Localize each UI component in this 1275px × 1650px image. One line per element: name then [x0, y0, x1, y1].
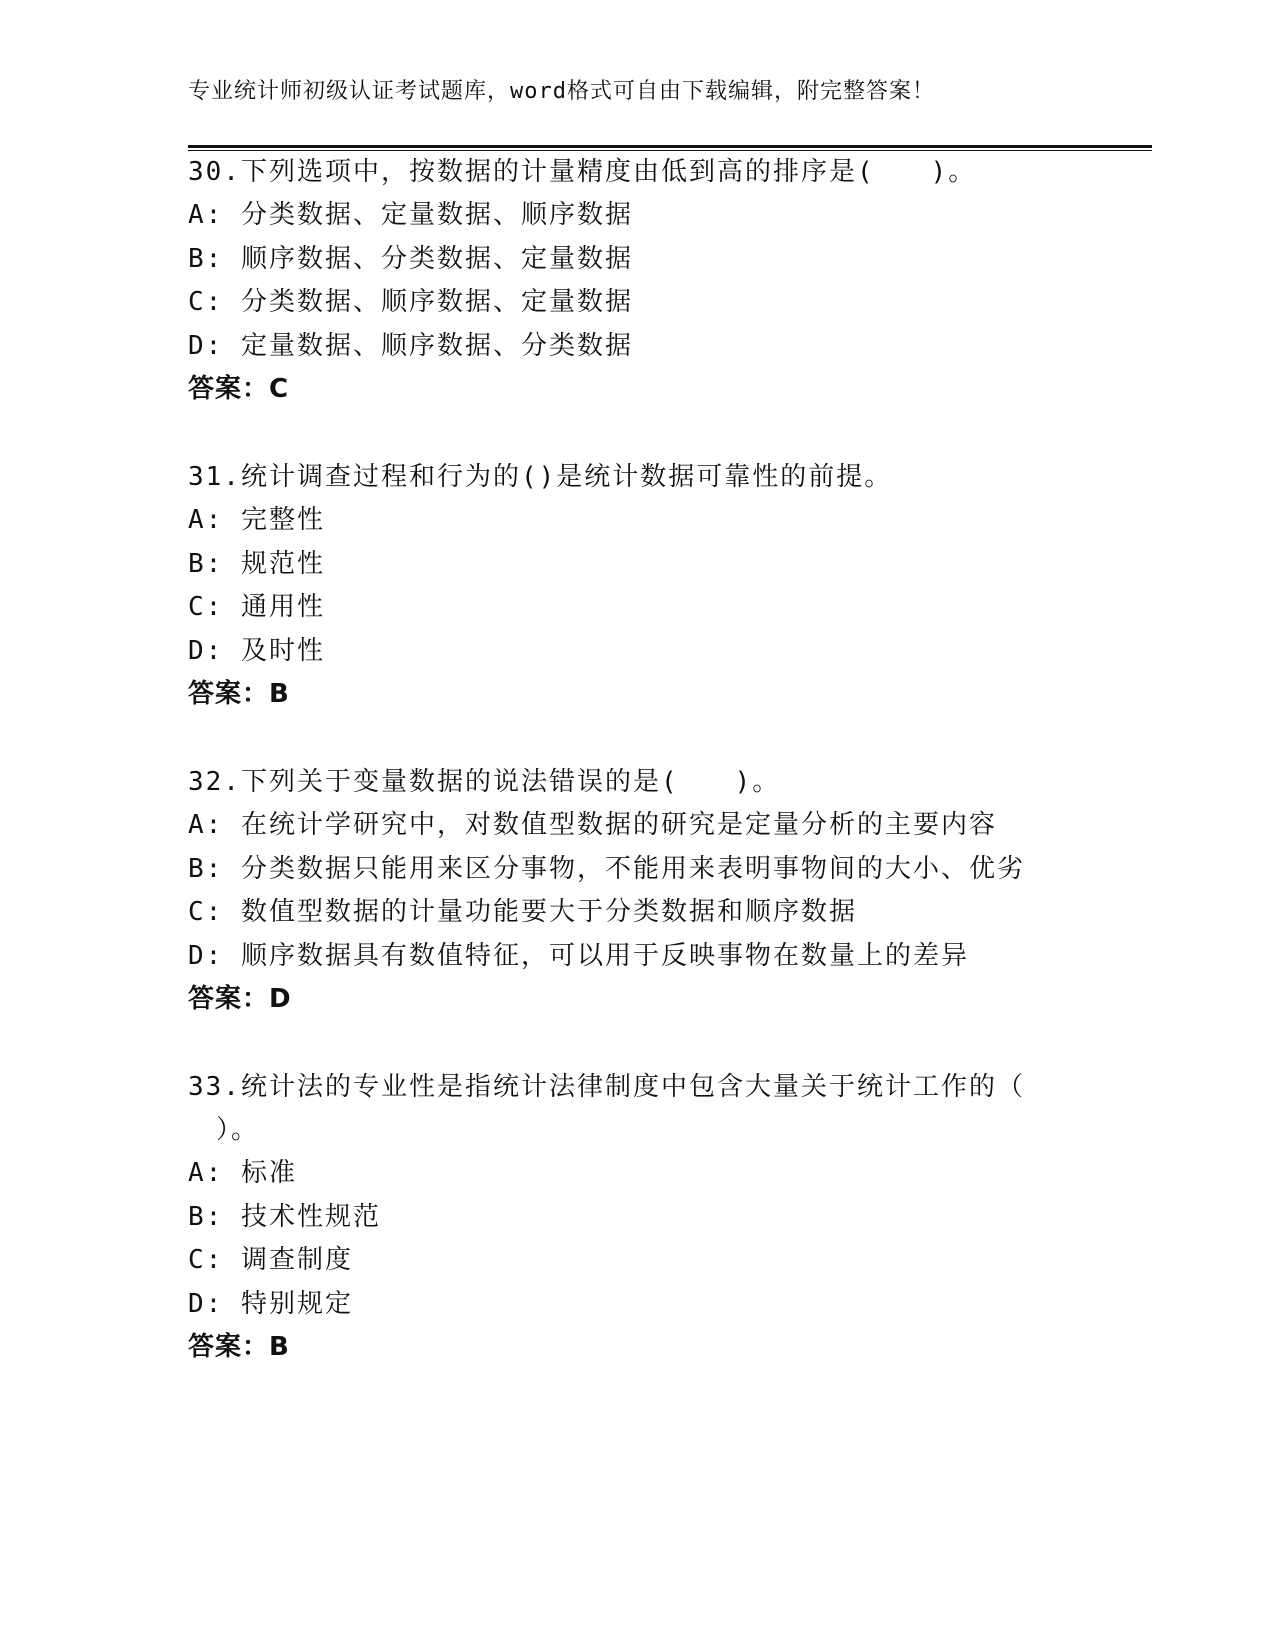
- question-stem: 30.下列选项中，按数据的计量精度由低到高的排序是( )。: [188, 157, 977, 187]
- option-a: A: 标准: [188, 1158, 297, 1188]
- page-header: 专业统计师初级认证考试题库，word格式可自由下载编辑，附完整答案！: [188, 79, 935, 104]
- option-b: B: 分类数据只能用来区分事物，不能用来表明事物间的大小、优劣: [188, 854, 1025, 884]
- option-a: A: 在统计学研究中，对数值型数据的研究是定量分析的主要内容: [188, 810, 997, 840]
- option-a: A: 分类数据、定量数据、顺序数据: [188, 200, 633, 230]
- answer: 答案：B: [188, 1332, 290, 1362]
- answer: 答案：B: [188, 679, 290, 709]
- option-b: B: 顺序数据、分类数据、定量数据: [188, 244, 633, 274]
- option-c: C: 分类数据、顺序数据、定量数据: [188, 287, 633, 317]
- header-divider: [188, 145, 1152, 151]
- question-stem: 32.下列关于变量数据的说法错误的是( )。: [188, 767, 781, 797]
- option-d: D: 定量数据、顺序数据、分类数据: [188, 331, 633, 361]
- option-d: D: 特别规定: [188, 1289, 353, 1319]
- answer: 答案：D: [188, 984, 292, 1014]
- question-stem: 31.统计调查过程和行为的()是统计数据可靠性的前提。: [188, 462, 893, 492]
- option-b: B: 技术性规范: [188, 1202, 381, 1232]
- question-stem: 33.统计法的专业性是指统计法律制度中包含大量关于统计工作的（: [188, 1072, 1025, 1102]
- answer: 答案：C: [188, 374, 290, 404]
- option-c: C: 通用性: [188, 592, 325, 622]
- option-d: D: 顺序数据具有数值特征，可以用于反映事物在数量上的差异: [188, 941, 969, 971]
- option-c: C: 数值型数据的计量功能要大于分类数据和顺序数据: [188, 897, 857, 927]
- question-stem-continuation: ）。: [188, 1115, 260, 1145]
- option-b: B: 规范性: [188, 549, 325, 579]
- option-d: D: 及时性: [188, 636, 325, 666]
- option-c: C: 调查制度: [188, 1245, 353, 1275]
- option-a: A: 完整性: [188, 505, 325, 535]
